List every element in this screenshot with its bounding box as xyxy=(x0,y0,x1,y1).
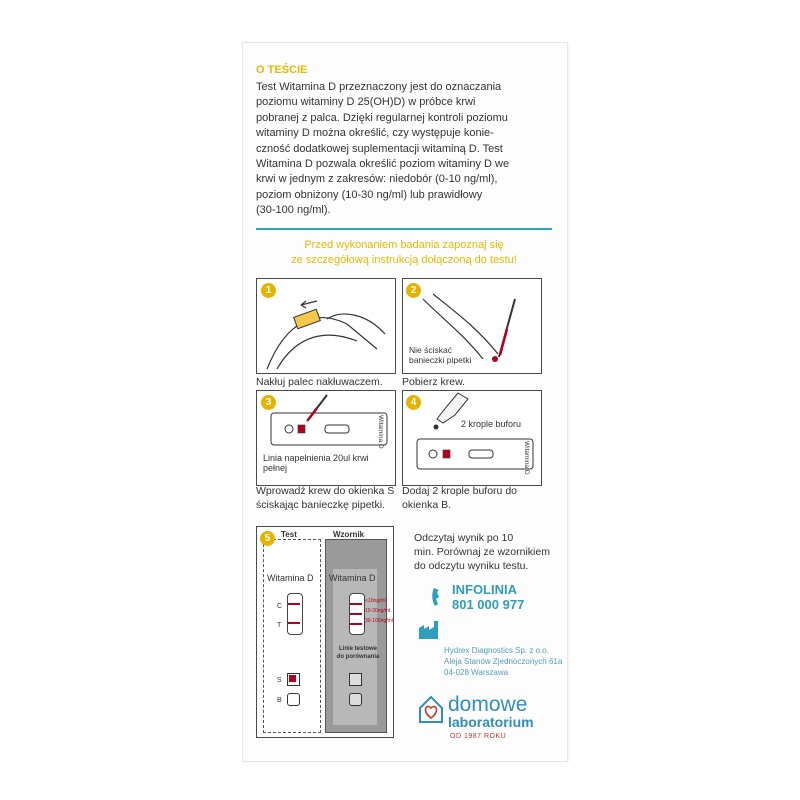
infoline-number[interactable]: 801 000 977 xyxy=(452,597,525,612)
label-b: B xyxy=(277,697,282,704)
notice-line: Przed wykonaniem badania zapoznaj się xyxy=(304,239,504,251)
step-4-caption-1: Dodaj 2 krople buforu do xyxy=(402,485,517,497)
step-5-box xyxy=(256,526,394,738)
step-2-caption: Pobierz krew. xyxy=(402,376,466,388)
company-line: 04-028 Warszawa xyxy=(444,668,509,677)
about-line: poziomu witaminy D 25(OH)D) w próbce krwi xyxy=(256,96,476,109)
step-3-caption-2: ściskając banieczkę pipetki. xyxy=(256,499,385,511)
factory-icon xyxy=(418,620,440,640)
step-4-note: 2 krople buforu xyxy=(461,419,522,429)
device-label: Witamina D xyxy=(523,441,530,475)
lines-caption-line: do porównania xyxy=(336,654,380,660)
about-line: krwi w jednym z zakresów: niedobór (0-10 ng/ml), xyxy=(256,173,498,186)
label-s: S xyxy=(277,677,282,684)
about-line: czność dodatkowej suplementacji witaminą D. Test xyxy=(256,142,503,155)
brand-name-2: laboratorium xyxy=(448,714,534,730)
step-number: 3 xyxy=(261,395,276,410)
infoline-title: INFOLINIA xyxy=(452,582,517,597)
template-sample-well xyxy=(349,673,362,686)
about-line: pobranej z palca. Dzięki regularnej kontroli poziomu xyxy=(256,111,508,124)
about-title: O TEŚCIE xyxy=(256,64,308,76)
company-line: Hydrex Diagnostics Sp. z o.o. xyxy=(444,646,549,655)
step-3-box xyxy=(256,390,396,486)
test-name: Witamina D xyxy=(267,573,314,583)
template-line xyxy=(350,613,362,615)
finger-lancet-illustration xyxy=(257,279,395,373)
step-3-caption-1: Wprowadź krew do okienka S xyxy=(256,485,395,497)
label-t: T xyxy=(277,622,282,629)
notice xyxy=(256,238,552,268)
test-result-window xyxy=(287,593,303,635)
range-2: 10-30ng/ml xyxy=(365,608,391,614)
company-address xyxy=(444,645,562,678)
step-number: 5 xyxy=(260,531,275,546)
step-4-caption-2: okienka B. xyxy=(402,499,452,511)
test-header: Test xyxy=(281,530,297,539)
brand-since: OD 1987 ROKU xyxy=(450,733,507,740)
sample-blood xyxy=(289,675,296,682)
company-line: Aleja Stanów Zjednoczonych 61a xyxy=(444,657,563,666)
template-line xyxy=(350,623,362,625)
template-buffer-well xyxy=(349,693,362,706)
template-header: Wzornik xyxy=(333,530,365,539)
phone-icon xyxy=(430,586,446,608)
lines-caption xyxy=(333,645,383,661)
divider xyxy=(256,228,552,230)
notice-line: ze szczegółową instrukcją dołączoną do testu! xyxy=(291,254,517,266)
device-label: Witamina D xyxy=(377,415,384,449)
about-line: Test Witamina D przeznaczony jest do oznaczania xyxy=(256,81,502,93)
step-2-note-1: Nie ściskać xyxy=(409,345,452,355)
step-2-note-2: banieczki pipetki xyxy=(409,355,472,365)
step-number: 1 xyxy=(261,283,276,298)
step-3-note-1: Linia napełnienia 20ul krwi xyxy=(263,453,369,463)
step-1-box xyxy=(256,278,396,374)
lines-caption-line: Linie testowe xyxy=(338,646,377,652)
read-result-line: min. Porównaj ze wzornikiem xyxy=(414,546,550,558)
control-line xyxy=(288,603,300,605)
step-1-caption: Nakłuj palec nakłuwaczem. xyxy=(256,376,383,388)
template-name: Witamina D xyxy=(329,573,376,583)
about-text xyxy=(256,80,554,219)
template-line xyxy=(350,603,362,605)
step-3-note-2: pełnej xyxy=(263,463,288,473)
brand-name-1: domowe xyxy=(448,693,528,716)
read-result-line: do odczytu wyniku testu. xyxy=(414,560,529,572)
about-line: poziom obniżony (10-30 ng/ml) lub prawidłowy xyxy=(256,188,483,201)
step-2-box xyxy=(402,278,542,374)
test-line xyxy=(288,622,300,624)
range-3: 30-100ng/ml xyxy=(365,618,393,624)
house-heart-logo-icon xyxy=(417,694,445,724)
infoline xyxy=(452,582,524,612)
about-line: Witamina D pozwala określić poziom witaminy D we xyxy=(256,158,510,171)
step-4-box xyxy=(402,390,542,486)
step-number: 4 xyxy=(406,395,421,410)
label-c: C xyxy=(277,603,283,610)
about-line: witaminy D można określić, czy występuje konie- xyxy=(256,127,494,140)
read-result xyxy=(414,531,550,573)
buffer-well xyxy=(287,693,300,706)
read-result-line: Odczytaj wynik po 10 xyxy=(414,532,514,544)
step-number: 2 xyxy=(406,283,421,298)
range-1: <10ng/ml xyxy=(365,598,386,604)
about-line: (30-100 ng/ml). xyxy=(256,204,331,217)
